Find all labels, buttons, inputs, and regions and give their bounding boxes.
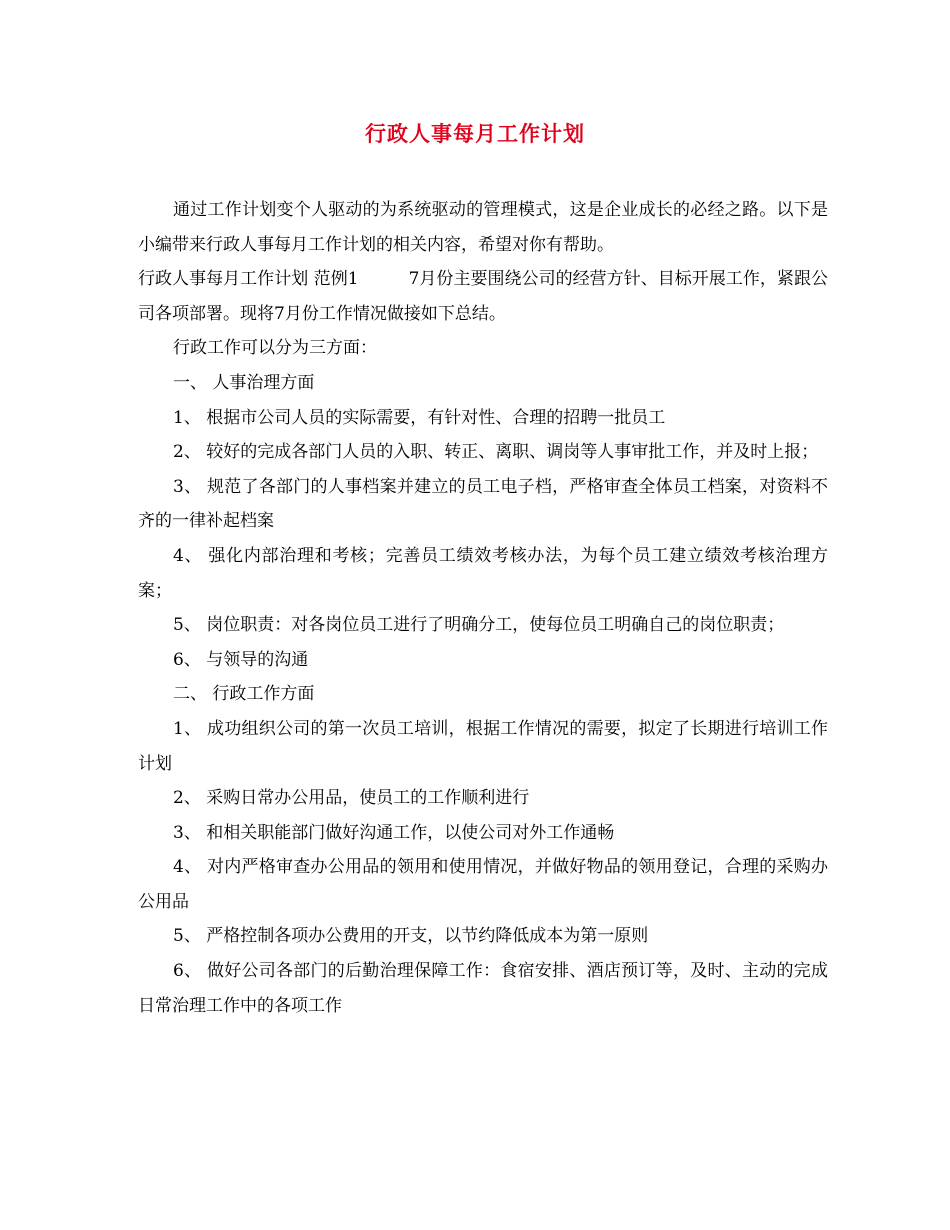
admin-intro: 行政工作可以分为三方面： <box>173 338 377 359</box>
list-item: 3、 规范了各部门的人事档案并建立的员工电子档，严格审查全体员工档案，对资料不齐的一律补起档案 <box>138 476 828 532</box>
list-item: 3、 和相关职能部门做好沟通工作，以使公司对外工作通畅 <box>173 822 615 843</box>
intro-paragraph: 通过工作计划变个人驱动的为系统驱动的管理模式，这是企业成长的必经之路。以下是小编带来行政人事每月工作计划的相关内容，希望对你有帮助。 <box>138 200 828 255</box>
list-item: 2、 较好的完成各部门人员的入职、转正、离职、调岗等人事审批工作，并及时上报； <box>173 442 819 463</box>
example-heading: 行政人事每月工作计划 范例1 <box>138 269 359 290</box>
list-item: 4、 强化内部治理和考核；完善员工绩效考核办法，为每个员工建立绩效考核治理方案； <box>138 545 828 601</box>
list-item: 5、 岗位职责：对各岗位员工进行了明确分工，使每位员工明确自己的岗位职责； <box>173 615 785 636</box>
list-item: 4、 对内严格审查办公用品的领用和使用情况，并做好物品的领用登记，合理的采购办公用品 <box>138 857 828 912</box>
example-text: 7月份主要围绕公司的经营方针、目标开展工作，紧跟公司各项部署。现将7月份工作情况做接如下总结。 <box>138 269 828 324</box>
list-item: 2、 采购日常办公用品，使员工的工作顺利进行 <box>173 788 530 809</box>
document-body <box>138 193 828 1023</box>
list-item: 6、 与领导的沟通 <box>173 649 309 670</box>
example-paragraph <box>138 262 828 331</box>
list-item: 5、 严格控制各项办公费用的开支，以节约降低成本为第一原则 <box>173 926 649 947</box>
document-title: 行政人事每月工作计划 <box>365 121 585 146</box>
list-item: 1、 成功组织公司的第一次员工培训，根据工作情况的需要，拟定了长期进行培训工作计划 <box>138 718 828 774</box>
section-heading-personnel: 一、 人事治理方面 <box>173 372 315 393</box>
list-item: 6、 做好公司各部门的后勤治理保障工作：食宿安排、酒店预订等，及时、主动的完成日常治理工作中的各项工作 <box>138 961 828 1016</box>
list-item: 1、 根据市公司人员的实际需要，有针对性、合理的招聘一批员工 <box>173 407 666 428</box>
section-heading-admin: 二、 行政工作方面 <box>173 684 315 705</box>
